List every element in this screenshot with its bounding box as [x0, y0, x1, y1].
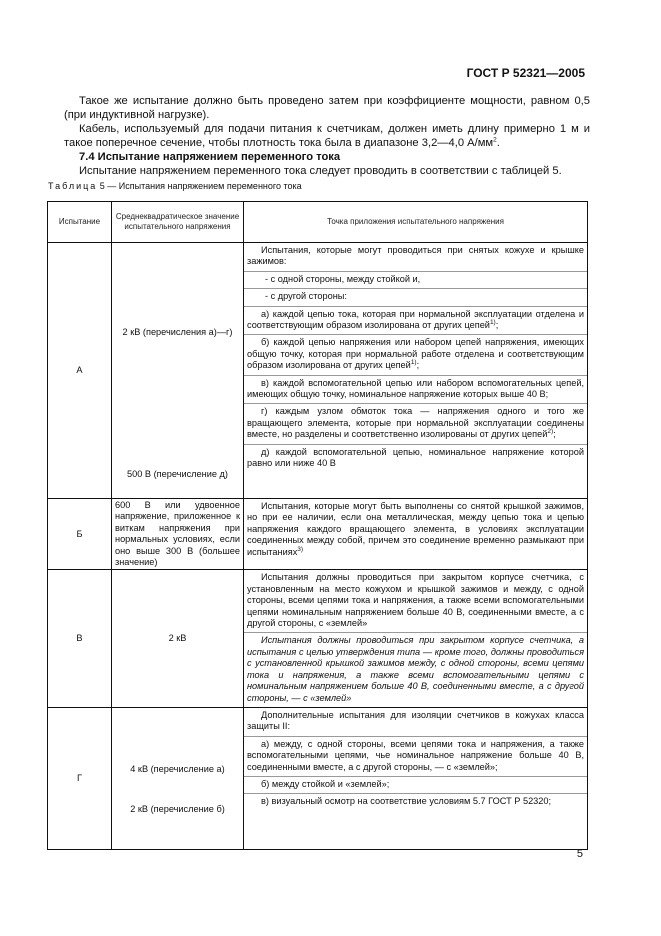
row-a-point-v: в) каждой вспомогательной цепью или набором вспомогательных цепей, имеющих общую точку, номинальное напряжение которых выше 40 В;: [244, 376, 587, 405]
section-heading: 7.4 Испытание напряжением переменного тока: [79, 151, 341, 163]
table-caption-prefix: Таблица: [48, 181, 98, 191]
row-a-point-side2: - с другой стороны:: [244, 289, 587, 306]
test-table: [47, 201, 588, 850]
row-a-label: А: [48, 243, 112, 499]
row-v-point-2: Испытания должны проводиться при закрытом корпусе счетчика, а испытания с целью утверждения типа — кроме того, должны проводиться с установленной крышкой зажимов между, с одной стороны, всеми цепями тока и напряжения, а также всеми вспомогательными цепями с номинальным напряжением больше 40 В, соединенными вместе, а с другой стороны, — с «землей»: [247, 635, 584, 703]
header-voltage: Среднеквадратическое значение испытательного напряжения: [112, 202, 244, 243]
row-v-points: [244, 570, 588, 707]
row-a-voltage: [112, 243, 244, 499]
page-number: 5: [576, 848, 583, 860]
row-g-point-a: а) между, с одной стороны, всеми цепями тока и напряжения, а также вспомогательными цепями, чье номинальное напряжение больше 40 В, соединенными вместе, а с другой стороны, — с «землей»;: [244, 737, 587, 777]
row-v-voltage: 2 кВ: [112, 570, 244, 707]
table-row: [48, 570, 588, 707]
row-g-voltage-1: 4 кВ (перечисление а): [130, 763, 225, 774]
punctuation: ;: [416, 360, 420, 371]
row-a-point-d: д) каждой вспомогательной цепью, номинальное напряжение которой равно или ниже 40 В: [247, 446, 584, 469]
row-g-voltage: [112, 707, 244, 849]
table-caption-title: 5 — Испытания напряжением переменного тока: [97, 181, 302, 191]
table-row: [48, 499, 588, 570]
superscript: 2: [493, 136, 497, 144]
row-b-point: [244, 499, 587, 561]
footnote-ref: 2): [547, 428, 554, 436]
row-g-label: Г: [48, 707, 112, 849]
row-a-point-side1: - с одной стороны, между стойкой и,: [244, 272, 587, 289]
row-b-label: Б: [48, 499, 112, 570]
row-g-point-v: в) визуальный осмотр на соответствие условиям 5.7 ГОСТ Р 52320;: [261, 796, 552, 807]
row-g-point-intro: Дополнительные испытания для изоляции счетчиков в кожухах класса защиты II:: [244, 708, 587, 737]
row-a-point-b: [244, 335, 587, 375]
row-v-point-1: Испытания должны проводиться при закрытом корпусе счетчика, с установленным на место кожухом и крышкой зажимов и между, с одной стороны, всеми цепями тока и напряжения, а также всеми вспомогательными цепями номинальным напряжением больше 40 В, соединенными вместе, а с другой стороны, с «землей»: [244, 570, 587, 633]
row-a-point-g-text: г) каждым узлом обмоток тока — напряжения одного и того же вращающего элемента, которые при нормальной эксплуатации соединены вместе, но разделены и соответственно изолированы от других цепей: [247, 406, 584, 440]
table-header-row: [48, 202, 588, 243]
footnote-ref: 1): [489, 318, 496, 326]
paragraph-ac-test: Испытание напряжением переменного тока следует проводить в соответствии с таблицей 5.: [79, 165, 562, 177]
document-header: ГОСТ Р 52321—2005: [466, 66, 585, 80]
row-g-points: [244, 707, 588, 849]
row-v-label: В: [48, 570, 112, 707]
row-a-voltage-2: 500 В (перечисление д): [127, 469, 228, 479]
paragraph-cable: [64, 122, 590, 150]
punctuation: .: [496, 137, 500, 149]
row-a-point-g: [244, 404, 587, 444]
paragraph-cable-text: Кабель, используемый для подачи питания к счетчикам, должен иметь длину примерно 1 м и такое поперечное сечение, чтобы плотность тока была в диапазоне 3,2—4,0 А/мм: [64, 123, 590, 149]
table-row: [48, 707, 588, 849]
table-caption: [48, 181, 302, 191]
footnote-ref: 3): [297, 545, 304, 553]
punctuation: ;: [553, 429, 556, 440]
row-a-point-a-text: а) каждой цепью тока, которая при нормальной эксплуатации отделена и соответствующим образом изолирована от других цепей: [247, 308, 584, 331]
paragraph-power-factor: Такое же испытание должно быть проведено затем при коэффициенте мощности, равном 0,5 (при индуктивной нагрузке).: [64, 95, 590, 121]
header-application-point: Точка приложения испытательного напряжения: [244, 202, 588, 243]
row-a-points: [244, 243, 588, 499]
row-a-point-b-text: б) каждой цепью напряжения или набором цепей напряжения, имеющих общую точку, которая при нормальной работе отделена и соответствующим образом изолирована от других цепей: [247, 337, 584, 371]
row-g-point-b: б) между стойкой и «землей»;: [244, 777, 587, 794]
punctuation: ;: [495, 320, 499, 331]
row-g-voltage-2: 2 кВ (перечисление б): [130, 803, 225, 814]
body-text: [64, 94, 590, 178]
row-a-point-intro: Испытания, которые могут проводиться при снятых кожухе и крышке зажимов:: [244, 243, 587, 272]
table-row: [48, 243, 588, 499]
row-b-voltage: 600 В или удвоенное напряжение, приложенное к виткам напряжения при нормальных условиях, если оно выше 300 В (большее значение): [112, 499, 244, 570]
row-a-voltage-1: 2 кВ (перечисления а)—г): [122, 327, 233, 337]
header-test: Испытание: [48, 202, 112, 243]
row-b-points: [244, 499, 588, 570]
row-a-point-a: [244, 307, 587, 336]
row-b-point-text: Испытания, которые могут быть выполнены со снятой крышкой зажимов, но при ее наличии, если она металлическая, между цепью тока и цепью напряжения каждого вращающего элемента, в условиях эксплуатации соединенных между собой, причем это соединение временно размыкают при испытаниях: [247, 501, 584, 557]
footnote-ref: 1): [410, 359, 417, 367]
